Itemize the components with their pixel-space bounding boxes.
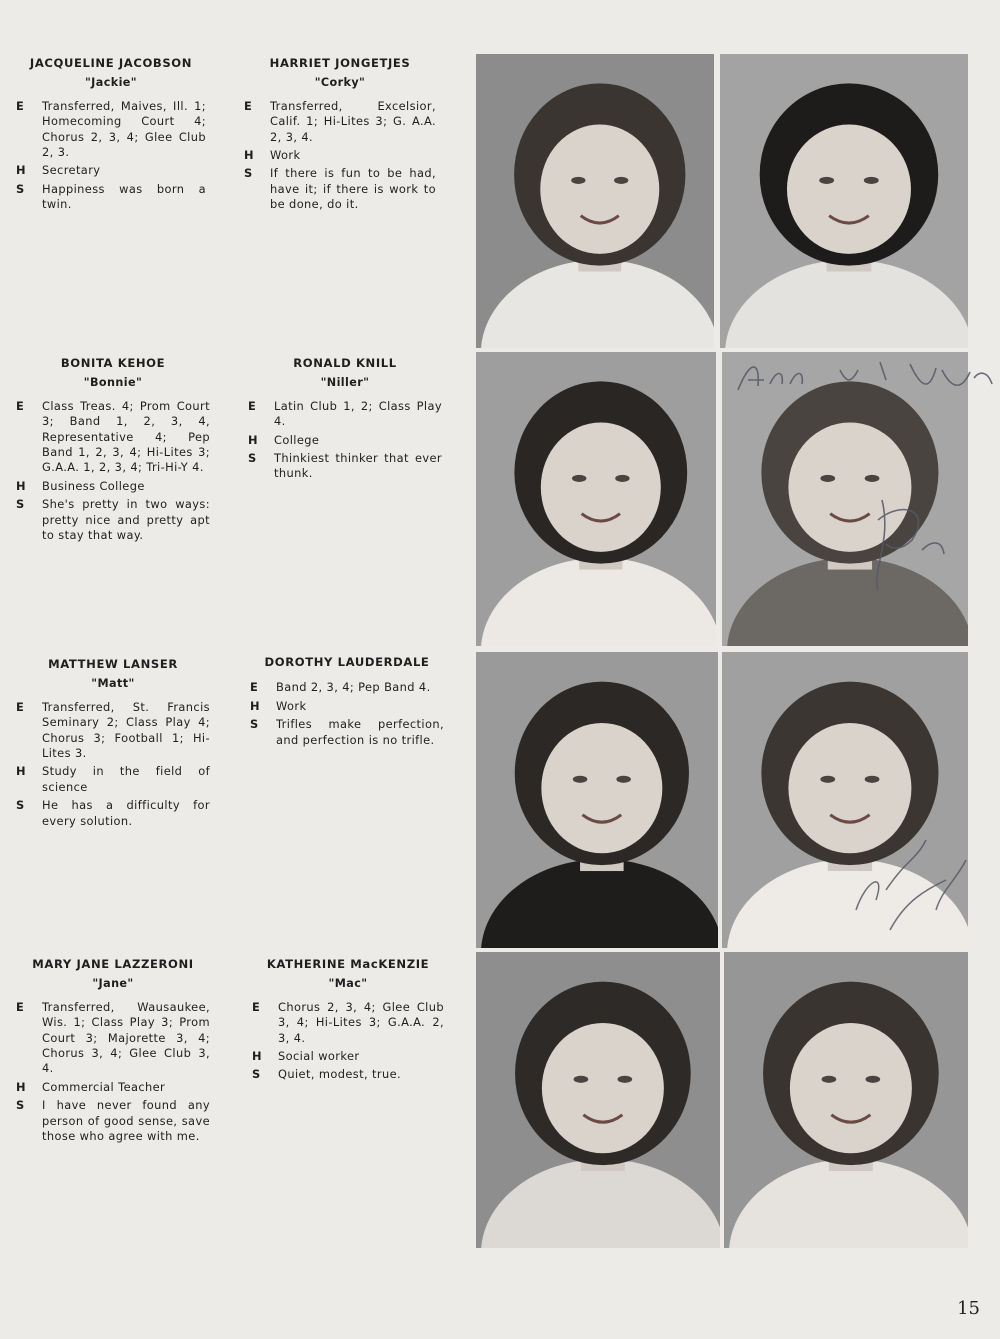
entry-ronald-knill (248, 356, 442, 485)
row-key: H (16, 764, 26, 779)
saying-row (16, 798, 210, 829)
eye-left (820, 776, 835, 783)
row-text: Class Treas. 4; Prom Court 3; Band 1, 2, 3, 4, Representative 4; Pep Band 1, 2, 3, 4; Hi-Lites 3; G.A.A. 1, 2, 3, 4; Tri-Hi-Y 4. (42, 398, 210, 475)
saying-row (16, 1098, 210, 1144)
face (790, 1023, 912, 1153)
face (787, 125, 911, 254)
row-text: Transferred, Wausaukee, Wis. 1; Class Play 3; Prom Court 3; Majorette 3, 4; Chorus 3, 4; Glee Club 3, 4. (42, 999, 210, 1076)
row-text: Commercial Teacher (42, 1079, 166, 1094)
saying-row (248, 451, 442, 482)
eye-left (573, 776, 588, 783)
row-key: E (248, 398, 257, 413)
eye-left (571, 177, 585, 184)
eye-left (572, 475, 586, 482)
eye-right (864, 177, 879, 184)
portrait-illustration (476, 352, 716, 646)
portrait-illustration (476, 952, 720, 1248)
hope-row (16, 479, 210, 494)
hope-row (16, 764, 210, 795)
row-text: He has a difficulty for every solution. (42, 798, 210, 828)
hope-row (250, 699, 444, 714)
portrait-photo-lazzeroni (476, 952, 720, 1248)
portrait-illustration (476, 652, 718, 948)
portrait-photo-mackenzie (724, 952, 968, 1248)
eye-right (615, 475, 629, 482)
row-key: E (16, 98, 25, 113)
row-key: E (250, 680, 259, 695)
entry-jacqueline-jacobson (16, 56, 206, 216)
student-nickname: "Jackie" (84, 76, 138, 90)
row-text: Work (270, 148, 301, 163)
face (540, 125, 659, 254)
portrait-illustration (476, 54, 714, 348)
entry-katherine-mackenzie (252, 957, 444, 1086)
saying-row (252, 1067, 444, 1082)
student-name: JACQUELINE JACOBSON (29, 56, 193, 70)
row-text: College (274, 432, 320, 447)
row-text: She's pretty in two ways: pretty nice and pretty apt to stay that way. (42, 497, 210, 543)
row-key: S (16, 1098, 25, 1113)
eye-right (614, 177, 628, 184)
hope-row (16, 163, 206, 178)
entry-dorothy-lauderdale (250, 655, 444, 751)
saying-row (16, 182, 206, 213)
hope-row (252, 1049, 444, 1064)
row-key: H (244, 148, 254, 163)
face (541, 723, 662, 853)
row-key: E (252, 999, 261, 1014)
portrait-illustration (724, 952, 968, 1248)
row-text: Secretary (42, 163, 101, 178)
eye-left (822, 1076, 837, 1083)
row-key: S (248, 451, 257, 466)
student-name: HARRIET JONGETJES (269, 56, 411, 70)
row-key: H (252, 1049, 262, 1064)
activities-row (16, 1000, 210, 1077)
saying-row (250, 717, 444, 748)
row-text: If there is fun to be had, have it; if there is work to be done, do it. (270, 166, 436, 212)
row-key: E (16, 999, 25, 1014)
row-key: S (16, 181, 25, 196)
portrait-photo-kehoe (476, 352, 716, 646)
row-text: Chorus 2, 3, 4; Glee Club 3, 4; Hi-Lites 3; G.A.A. 2, 3, 4. (278, 999, 444, 1045)
eye-right (865, 776, 880, 783)
eye-right (616, 776, 631, 783)
student-nickname: "Bonnie" (83, 376, 143, 390)
row-key: S (250, 717, 259, 732)
row-text: Quiet, modest, true. (278, 1067, 402, 1082)
student-nickname: "Jane" (92, 977, 134, 991)
hope-row (244, 148, 436, 163)
row-text: Transferred, Maives, Ill. 1; Homecoming Court 4; Chorus 2, 3, 4; Glee Club 2, 3. (42, 98, 206, 160)
row-key: S (16, 497, 25, 512)
row-text: Thinkiest thinker that ever thunk. (274, 451, 442, 481)
handwritten-signature (846, 820, 976, 950)
row-text: Happiness was born a twin. (42, 181, 206, 212)
portrait-illustration (720, 54, 968, 348)
row-text: Transferred, Excelsior, Calif. 1; Hi-Lites 3; G. A.A. 2, 3, 4. (270, 98, 436, 144)
row-text: Social worker (278, 1049, 360, 1064)
row-text: Study in the field of science (42, 764, 210, 794)
activities-row (250, 680, 444, 695)
entry-harriet-jongetjes (244, 56, 436, 216)
row-text: Business College (42, 478, 145, 493)
row-key: E (16, 699, 25, 714)
activities-row (16, 99, 206, 161)
page-number: 15 (957, 1298, 980, 1319)
row-text: Trifles make perfection, and perfection is no trifle. (276, 717, 444, 747)
activities-row (16, 700, 210, 762)
saying-row (244, 166, 436, 212)
row-key: H (250, 698, 260, 713)
row-key: S (244, 166, 253, 181)
portrait-photo-jongetjes (720, 54, 968, 348)
eye-left (574, 1076, 589, 1083)
row-key: S (252, 1067, 261, 1082)
eye-right (618, 1076, 633, 1083)
hope-row (16, 1080, 210, 1095)
student-nickname: "Matt" (91, 677, 135, 691)
activities-row (252, 1000, 444, 1046)
row-text: Work (276, 698, 307, 713)
entry-matthew-lanser (16, 657, 210, 832)
eye-left (820, 475, 835, 482)
student-name: BONITA KEHOE (60, 356, 166, 370)
student-name: DOROTHY LAUDERDALE (264, 655, 430, 669)
row-text: Latin Club 1, 2; Class Play 4. (274, 398, 442, 429)
student-nickname: "Niller" (320, 376, 370, 390)
activities-row (248, 399, 442, 430)
student-name: MARY JANE LAZZERONI (32, 957, 194, 971)
portrait-photo-lanser (476, 652, 718, 948)
activities-row (16, 399, 210, 476)
face (541, 423, 661, 552)
eye-left (819, 177, 834, 184)
entry-mary-jane-lazzeroni (16, 957, 210, 1147)
face (542, 1023, 664, 1153)
activities-row (244, 99, 436, 145)
student-name: RONALD KNILL (293, 356, 397, 370)
row-key: H (16, 163, 26, 178)
handwritten-signature (730, 350, 998, 410)
hope-row (248, 433, 442, 448)
row-key: E (16, 398, 25, 413)
handwritten-signature (862, 480, 972, 600)
row-key: H (16, 478, 26, 493)
student-name: MATTHEW LANSER (48, 657, 178, 671)
row-key: H (248, 432, 258, 447)
row-text: Transferred, St. Francis Seminary 2; Class Play 4; Chorus 3; Football 1; Hi-Lites 3. (42, 699, 210, 761)
entry-bonita-kehoe (16, 356, 210, 546)
portrait-photo-jacobson (476, 54, 714, 348)
row-key: H (16, 1079, 26, 1094)
student-name: KATHERINE MacKENZIE (266, 957, 430, 971)
student-nickname: "Corky" (314, 76, 366, 90)
saying-row (16, 497, 210, 543)
row-text: I have never found any person of good sense, save those who agree with me. (42, 1098, 210, 1144)
row-text: Band 2, 3, 4; Pep Band 4. (276, 680, 431, 695)
row-key: S (16, 798, 25, 813)
eye-right (866, 1076, 881, 1083)
student-nickname: "Mac" (328, 977, 368, 991)
row-key: E (244, 98, 253, 113)
